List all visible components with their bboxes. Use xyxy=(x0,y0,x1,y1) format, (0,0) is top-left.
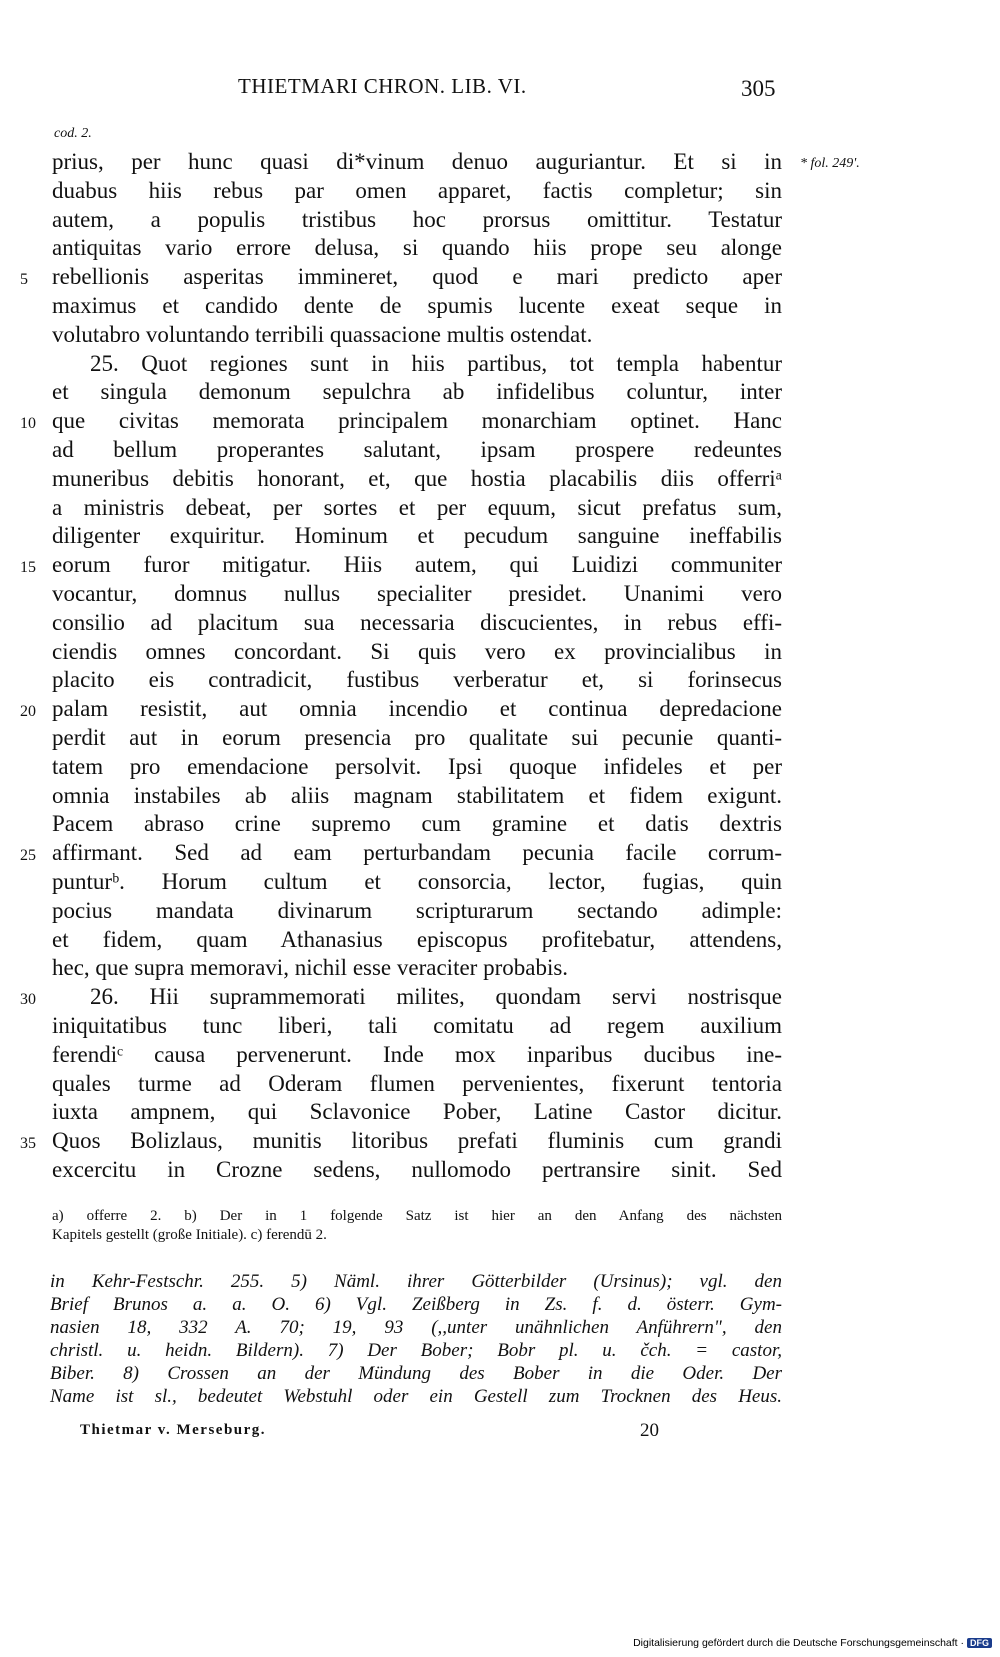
text-line xyxy=(52,782,782,811)
line-number: 20 xyxy=(20,703,36,721)
text-line xyxy=(52,1098,782,1127)
text-line xyxy=(52,177,782,206)
line-text: affirmant. Sed ad eam perturbandam pecunia facile corrum- xyxy=(52,840,782,866)
line-text: antiquitas vario errore delusa, si quando hiis prope seu alonge xyxy=(52,235,782,261)
text-line xyxy=(52,465,782,494)
line-text: pocius mandata divinarum scripturarum sectando adimple: xyxy=(52,897,782,923)
line-text: muneribus debitis honorant, et, que hostia placabilis diis offerriᵃ xyxy=(52,465,782,491)
line-text: Pacem abraso crine supremo cum gramine et datis dextris xyxy=(52,811,782,837)
text-line xyxy=(52,1070,782,1099)
line-text: hec, que supra memoravi, nichil esse veraciter probabis. xyxy=(52,955,569,981)
text-line xyxy=(52,522,782,551)
text-line xyxy=(52,321,782,350)
line-text: a ministris debeat, per sortes et per equum, sicut prefatus sum, xyxy=(52,494,782,520)
text-line xyxy=(52,494,782,523)
commentary-line: Biber. 8) Crossen an der Mündung des Bober in die Oder. Der xyxy=(50,1363,782,1384)
line-text: placito eis contradicit, fustibus verberatur et, si forinsecus xyxy=(52,667,782,693)
text-line xyxy=(52,666,782,695)
critical-apparatus xyxy=(52,1207,782,1244)
text-line xyxy=(20,263,782,292)
line-text: quales turme ad Oderam flumen pervenientes, fixerunt tentoria xyxy=(52,1070,782,1096)
printer-signature: Thietmar v. Merseburg. xyxy=(80,1422,267,1438)
line-number: 30 xyxy=(20,991,36,1009)
line-text: palam resistit, aut omnia incendio et continua depredacione xyxy=(52,696,782,722)
line-text: 25. Quot regiones sunt in hiis partibus, tot templa habentur xyxy=(90,350,782,376)
text-line xyxy=(52,580,782,609)
apparatus-line: Kapitels gestellt (große Initiale). c) ferendū 2. xyxy=(52,1226,327,1243)
margin-folio-note: * fol. 249'. xyxy=(800,156,860,171)
commentary-notes xyxy=(50,1270,782,1408)
text-line xyxy=(20,551,782,580)
dfg-logo: DFG xyxy=(967,1638,992,1648)
text-line xyxy=(52,148,782,177)
sheet-number: 20 xyxy=(640,1420,659,1441)
text-line xyxy=(52,350,782,379)
text-line xyxy=(20,695,782,724)
line-text: rebellionis asperitas immineret, quod e mari predicto aper xyxy=(52,264,782,290)
line-text: que civitas memorata principalem monarchiam optinet. Hanc xyxy=(52,408,782,434)
line-text: diligenter exquiritur. Hominum et pecudum sanguine ineffabilis xyxy=(52,523,782,549)
line-text: maximus et candido dente de spumis lucente exeat seque in xyxy=(52,292,782,318)
line-number: 25 xyxy=(20,847,36,865)
digitization-credit xyxy=(633,1637,992,1649)
text-line xyxy=(52,897,782,926)
apparatus-line: a) offerre 2. b) Der in 1 folgende Satz ist hier an den Anfang des nächsten xyxy=(52,1208,782,1224)
line-text: ad bellum properantes salutant, ipsam prospere redeuntes xyxy=(52,436,782,462)
line-number: 15 xyxy=(20,559,36,577)
text-line xyxy=(52,1156,782,1185)
main-text xyxy=(20,148,782,1185)
text-line xyxy=(20,1127,782,1156)
line-text: iniquitatibus tunc liberi, tali comitatu ad regem auxilium xyxy=(52,1012,782,1038)
line-text: 26. Hii suprammemorati milites, quondam servi nostrisque xyxy=(90,984,782,1010)
line-text: tatem pro emendacione persolvit. Ipsi quoque infideles et per xyxy=(52,753,782,779)
text-line xyxy=(52,436,782,465)
commentary-line: Name ist sl., bedeutet Webstuhl oder ein Gestell zum Trocknen des Heus. xyxy=(50,1386,782,1407)
line-text: ciendis omnes concordant. Si quis vero ex provincialibus in xyxy=(52,638,782,664)
line-text: et singula demonum sepulchra ab infidelibus coluntur, inter xyxy=(52,379,782,405)
line-text: eorum furor mitigatur. Hiis autem, qui Luidizi communiter xyxy=(52,552,782,578)
text-line xyxy=(52,378,782,407)
line-number: 10 xyxy=(20,415,36,433)
line-text: Quos Bolizlaus, munitis litoribus prefati fluminis cum grandi xyxy=(52,1128,782,1154)
text-line xyxy=(52,753,782,782)
text-line xyxy=(52,868,782,897)
line-text: punturᵇ. Horum cultum et consorcia, lector, fugias, quin xyxy=(52,868,782,894)
text-line xyxy=(52,292,782,321)
line-text: omnia instabiles ab aliis magnam stabilitatem et fidem exigunt. xyxy=(52,782,782,808)
commentary-line: Brief Brunos a. a. O. 6) Vgl. Zeißberg in Zs. f. d. österr. Gym- xyxy=(50,1294,782,1315)
text-line xyxy=(52,1041,782,1070)
codex-note: cod. 2. xyxy=(54,126,92,141)
commentary-line: christl. u. heidn. Bildern). 7) Der Bober; Bobr pl. u. čch. = castor, xyxy=(50,1340,782,1361)
text-line xyxy=(52,1012,782,1041)
text-line xyxy=(20,839,782,868)
page-number: 305 xyxy=(741,76,776,101)
running-head: THIETMARI CHRON. LIB. VI. xyxy=(238,74,527,98)
text-line xyxy=(52,954,782,983)
line-text: autem, a populis tristibus hoc prorsus omittitur. Testatur xyxy=(52,206,782,232)
line-text: duabus hiis rebus par omen apparet, factis completur; sin xyxy=(52,177,782,203)
line-text: perdit aut in eorum presencia pro qualitate sui pecunie quanti- xyxy=(52,724,782,750)
signature-line xyxy=(80,1420,780,1444)
line-text: excercitu in Crozne sedens, nullomodo pertransire sinit. Sed xyxy=(52,1156,782,1182)
text-line xyxy=(52,724,782,753)
text-line xyxy=(52,926,782,955)
text-line xyxy=(20,407,782,436)
line-text: volutabro voluntando terribili quassacione multis ostendat. xyxy=(52,321,593,347)
page-header xyxy=(0,74,1000,108)
text-line xyxy=(52,638,782,667)
text-line xyxy=(52,810,782,839)
line-text: ferendiᶜ causa pervenerunt. Inde mox inparibus ducibus ine- xyxy=(52,1041,782,1067)
line-text: et fidem, quam Athanasius episcopus profitebatur, attendens, xyxy=(52,926,782,952)
credit-text: Digitalisierung gefördert durch die Deutsche Forschungsgemeinschaft · xyxy=(633,1637,964,1649)
line-text: consilio ad placitum sua necessaria discucientes, in rebus effi- xyxy=(52,609,782,635)
text-line xyxy=(52,609,782,638)
line-text: iuxta ampnem, qui Sclavonice Pober, Latine Castor dicitur. xyxy=(52,1099,782,1125)
commentary-line: nasien 18, 332 A. 70; 19, 93 (,,unter unähnlichen Anführern", den xyxy=(50,1317,782,1338)
line-text: prius, per hunc quasi di*vinum denuo auguriantur. Et si in xyxy=(52,149,782,174)
line-number: 5 xyxy=(20,271,28,289)
commentary-line: in Kehr-Festschr. 255. 5) Näml. ihrer Götterbilder (Ursinus); vgl. den xyxy=(50,1271,782,1292)
text-line xyxy=(20,983,782,1012)
text-line xyxy=(52,206,782,235)
line-number: 35 xyxy=(20,1135,36,1153)
line-text: vocantur, domnus nullus specialiter presidet. Unanimi vero xyxy=(52,580,782,606)
text-line xyxy=(52,234,782,263)
